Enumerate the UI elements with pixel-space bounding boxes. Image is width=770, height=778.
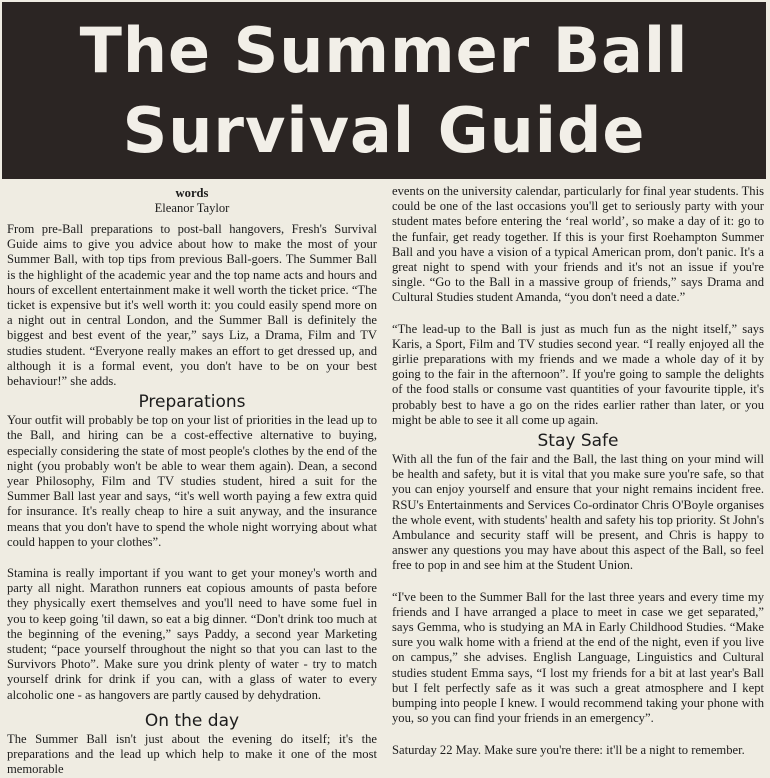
left-column (7, 184, 377, 777)
byline (7, 186, 377, 216)
on-the-day-paragraph-1: The Summer Ball isn't just about the evening do itself; it's the preparations and the lead up which help to make it one of the most memorable (7, 731, 377, 777)
title-line-1: The Summer Ball (79, 13, 689, 87)
intro-paragraph: From pre-Ball preparations to post-ball hangovers, Fresh's Survival Guide aims to give you advice about how to make the most of your Summer Ball, with top tips from previous Ball-goers. The Summer Ball is the highlight of the academic year and the top name acts and hours and hours of excellent entertainment make it well worth the ticket price. “The ticket is expensive but it's well worth it: you could easily spend more on a night out in central London, and the Summer Ball is definitely the biggest and best event of the year,” says Liz, a Drama, Film and TV studies student. “Everyone really makes an effort to get dressed up, and although it is a formal event, you don't have to be on your best behaviour!” she adds. (7, 222, 377, 389)
on-the-day-continued: events on the university calendar, particularly for final year students. This could be one of the last occasions you'll get to seriously party with your student mates before entering the ‘real world’, so make a day of it: go to the funfair, get ready together. If this is your first Roehampton Summer Ball and you have a vision of a typical American prom, don't panic. It's a great night to spend with your friends and it's not an issue if you're single. “Go to the Ball in a massive group of friends,” says Drama and Cultural Studies student Amanda, “you don't need a date.” (392, 184, 764, 305)
stay-safe-paragraph-2: “I've been to the Summer Ball for the last three years and every time my friends and I have arranged a place to meet in case we get separated,” says Gemma, who is studying an MA in Early Childhood Studies. “Make sure you walk home with a friend at the end of the night, even if you live on campus,” she advises. English Language, Linguistics and Cultural studies student Emma says, “I lost my friends for a bit at last year's Ball but I felt perfectly safe as it was such a great atmosphere and I kept bumping into people I knew. I would recommend taking your phone with you, so you can find your friends in an emergency”. (392, 589, 764, 726)
byline-label: words (175, 186, 209, 200)
heading-stay-safe: Stay Safe (537, 431, 619, 452)
title-banner (2, 2, 766, 179)
stay-safe-paragraph-1: With all the fun of the fair and the Ball, the last thing on your mind will be health and safety, but it is vital that you make sure you're safe, so that you can enjoy yourself and ensure that your night remains incident free. RSU's Entertainments and Services Co-ordinator Chris O'Boyle organises the whole event, with students' health and safety his top priority. St John's Ambulance and security staff will be present, and Chris is happy to answer any questions you may have about this aspect of the Ball, so feel free to pop in and see him at the Student Union. (392, 452, 764, 573)
preparations-paragraph-1: Your outfit will probably be top on your list of priorities in the lead up to the Ball, and hiring can be a cost-effective alternative to buying, especially considering the state of most people's clothes by the end of the night (you probably won't be able to wear them again). Dean, a second year Philosophy, Film and TV studies student, hired a suit for the Summer Ball last year and says, “it's well worth paying a few extra quid for insurance. It's really cheap to hire a suit anyway, and the insurance means that you don't have to spend the whole night worrying about what could happen to your clothes”. (7, 413, 377, 549)
on-the-day-paragraph-2: “The lead-up to the Ball is just as much fun as the night itself,” says Karis, a Sport, Film and TV studies second year. “I really enjoyed all the girlie preparations with my friends and we made a whole day of it by going to the fair in the afternoon”. If you're going to sample the delights of the food stalls or consume vast quantities of your favourite tipple, it's probably best to have a go on the rides earlier rather than later, or you might be able to see it all come up again. (392, 321, 764, 427)
title-line-2: Survival Guide (122, 93, 646, 167)
preparations-paragraph-2: Stamina is really important if you want to get your money's worth and party all night. Marathon runners eat copious amounts of pasta before they physically exert themselves and you'll need to have some fuel in you to keep going 'til dawn, so eat a big dinner. “Don't drink too much at the beginning of the evening,” says Paddy, a second year Marketing student; “pace yourself throughout the night so that you can last to the Survivors Photo”. Make sure you drink plenty of water - try to match yourself drink for drink if you can, with a glass of water to every alcoholic one - as hangovers are partly caused by dehydration. (7, 566, 377, 702)
heading-on-the-day: On the day (144, 710, 240, 731)
right-column (392, 184, 764, 757)
closing-line: Saturday 22 May. Make sure you're there: it'll be a night to remember. (392, 742, 745, 757)
byline-author: Eleanor Taylor (154, 201, 230, 215)
heading-preparations: Preparations (138, 392, 246, 413)
